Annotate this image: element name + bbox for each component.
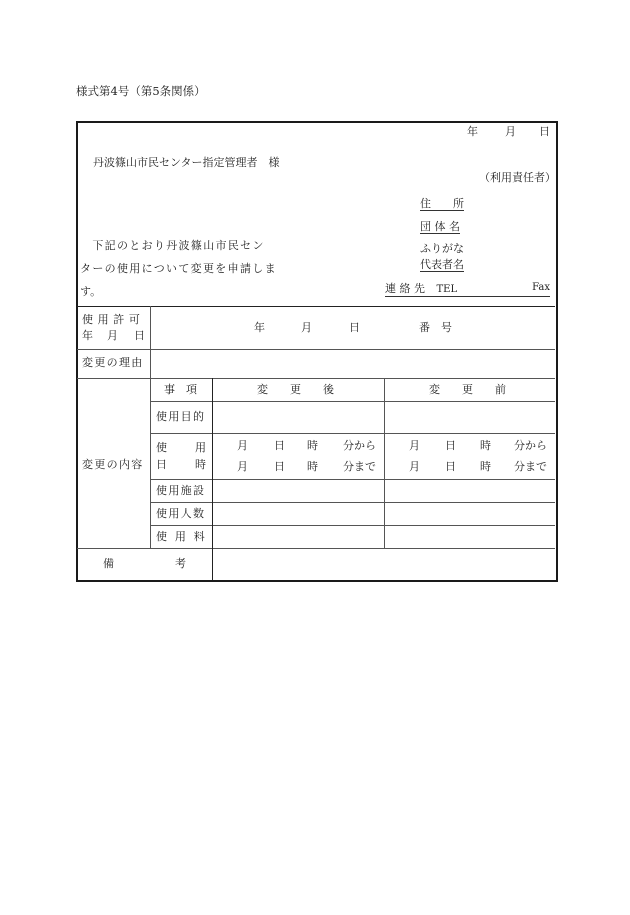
- after-to-day: 日: [274, 460, 285, 473]
- item-purpose: 使用目的: [156, 410, 206, 423]
- contact-row: [385, 283, 550, 297]
- reason-label: 変更の理由: [82, 356, 144, 369]
- permit-day: 日: [349, 321, 360, 334]
- statement-line-1: 下記のとおり丹波篠山市民セン: [80, 239, 265, 252]
- before-to-month: 月: [409, 460, 420, 473]
- furigana-label: ふりがな: [420, 242, 464, 255]
- item-datetime-1b: 用: [195, 441, 206, 454]
- permit-year: 年: [254, 321, 265, 334]
- form-number: 様式第4号（第5条関係）: [76, 84, 206, 98]
- after-from-month: 月: [237, 439, 248, 452]
- reason-field[interactable]: [152, 351, 552, 377]
- after-to-month: 月: [237, 460, 248, 473]
- date-year-label: 年: [467, 125, 478, 138]
- people-after-field[interactable]: [214, 504, 383, 524]
- divider-col-header: [150, 401, 555, 402]
- tel-label: TEL: [436, 284, 458, 295]
- permit-month: 月: [301, 321, 312, 334]
- col-item-header: 事 項: [164, 383, 197, 396]
- permit-number-label: 番 号: [419, 321, 452, 334]
- item-datetime-2a: 日: [156, 458, 167, 471]
- remarks-label-left: 備: [103, 557, 114, 570]
- permit-date-label-2b: 月: [107, 329, 118, 342]
- item-people: 使用人数: [156, 507, 206, 520]
- address-label: 住 所: [420, 197, 464, 210]
- statement-line-2: ターの使用について変更を申請しま: [80, 262, 277, 275]
- statement-line-3: す。: [80, 285, 102, 298]
- permit-date-label-2c: 日: [134, 329, 145, 342]
- facility-before-field[interactable]: [386, 481, 552, 501]
- responsible-label: （利用責任者）: [479, 171, 556, 184]
- after-to-minute: 分まで: [343, 460, 376, 473]
- before-to-minute: 分まで: [514, 460, 547, 473]
- vline-item-col: [212, 378, 213, 580]
- before-from-month: 月: [409, 439, 420, 452]
- item-datetime-1a: 使: [156, 441, 167, 454]
- divider-people: [150, 525, 555, 526]
- item-datetime-2b: 時: [195, 458, 206, 471]
- after-to-hour: 時: [307, 460, 318, 473]
- fax-label: Fax: [532, 282, 550, 293]
- address-field[interactable]: [470, 194, 550, 210]
- divider-datetime: [150, 479, 555, 480]
- addressee: 丹波篠山市民センター指定管理者 様: [93, 156, 280, 169]
- before-from-day: 日: [445, 439, 456, 452]
- before-to-hour: 時: [480, 460, 491, 473]
- group-name-field[interactable]: [470, 217, 550, 233]
- remarks-field[interactable]: [214, 550, 552, 578]
- vline-after-before: [384, 378, 385, 548]
- divider-facility: [150, 502, 555, 503]
- divider-reason: [77, 378, 555, 379]
- after-from-minute: 分から: [343, 439, 376, 452]
- before-from-hour: 時: [480, 439, 491, 452]
- before-to-day: 日: [445, 460, 456, 473]
- remarks-label-right: 考: [175, 557, 186, 570]
- permit-date-label-1: 使用許可: [82, 313, 145, 326]
- after-from-day: 日: [274, 439, 285, 452]
- fee-after-field[interactable]: [214, 527, 383, 547]
- facility-after-field[interactable]: [214, 481, 383, 501]
- changes-label: 変更の内容: [82, 458, 144, 471]
- divider-purpose: [150, 433, 555, 434]
- divider-permit: [77, 349, 555, 350]
- item-facility: 使用施設: [156, 484, 206, 497]
- permit-date-field[interactable]: [152, 308, 552, 348]
- date-day-label: 日: [539, 125, 550, 138]
- representative-field[interactable]: [470, 240, 550, 274]
- before-from-minute: 分から: [514, 439, 547, 452]
- item-fee: 使 用 料: [156, 530, 207, 543]
- vline-label-col: [150, 306, 151, 548]
- people-before-field[interactable]: [386, 504, 552, 524]
- divider-fee: [77, 548, 555, 549]
- representative-label: 代表者名: [420, 258, 464, 271]
- divider-header: [77, 306, 555, 307]
- purpose-after-field[interactable]: [214, 403, 383, 432]
- col-before-header: 変 更 前: [429, 383, 506, 396]
- purpose-before-field[interactable]: [386, 403, 552, 432]
- after-from-hour: 時: [307, 439, 318, 452]
- permit-date-label-2a: 年: [82, 329, 93, 342]
- fee-before-field[interactable]: [386, 527, 552, 547]
- col-after-header: 変 更 後: [257, 383, 334, 396]
- contact-label: 連 絡 先: [385, 282, 425, 295]
- group-name-label: 団 体 名: [420, 220, 460, 233]
- date-month-label: 月: [505, 125, 516, 138]
